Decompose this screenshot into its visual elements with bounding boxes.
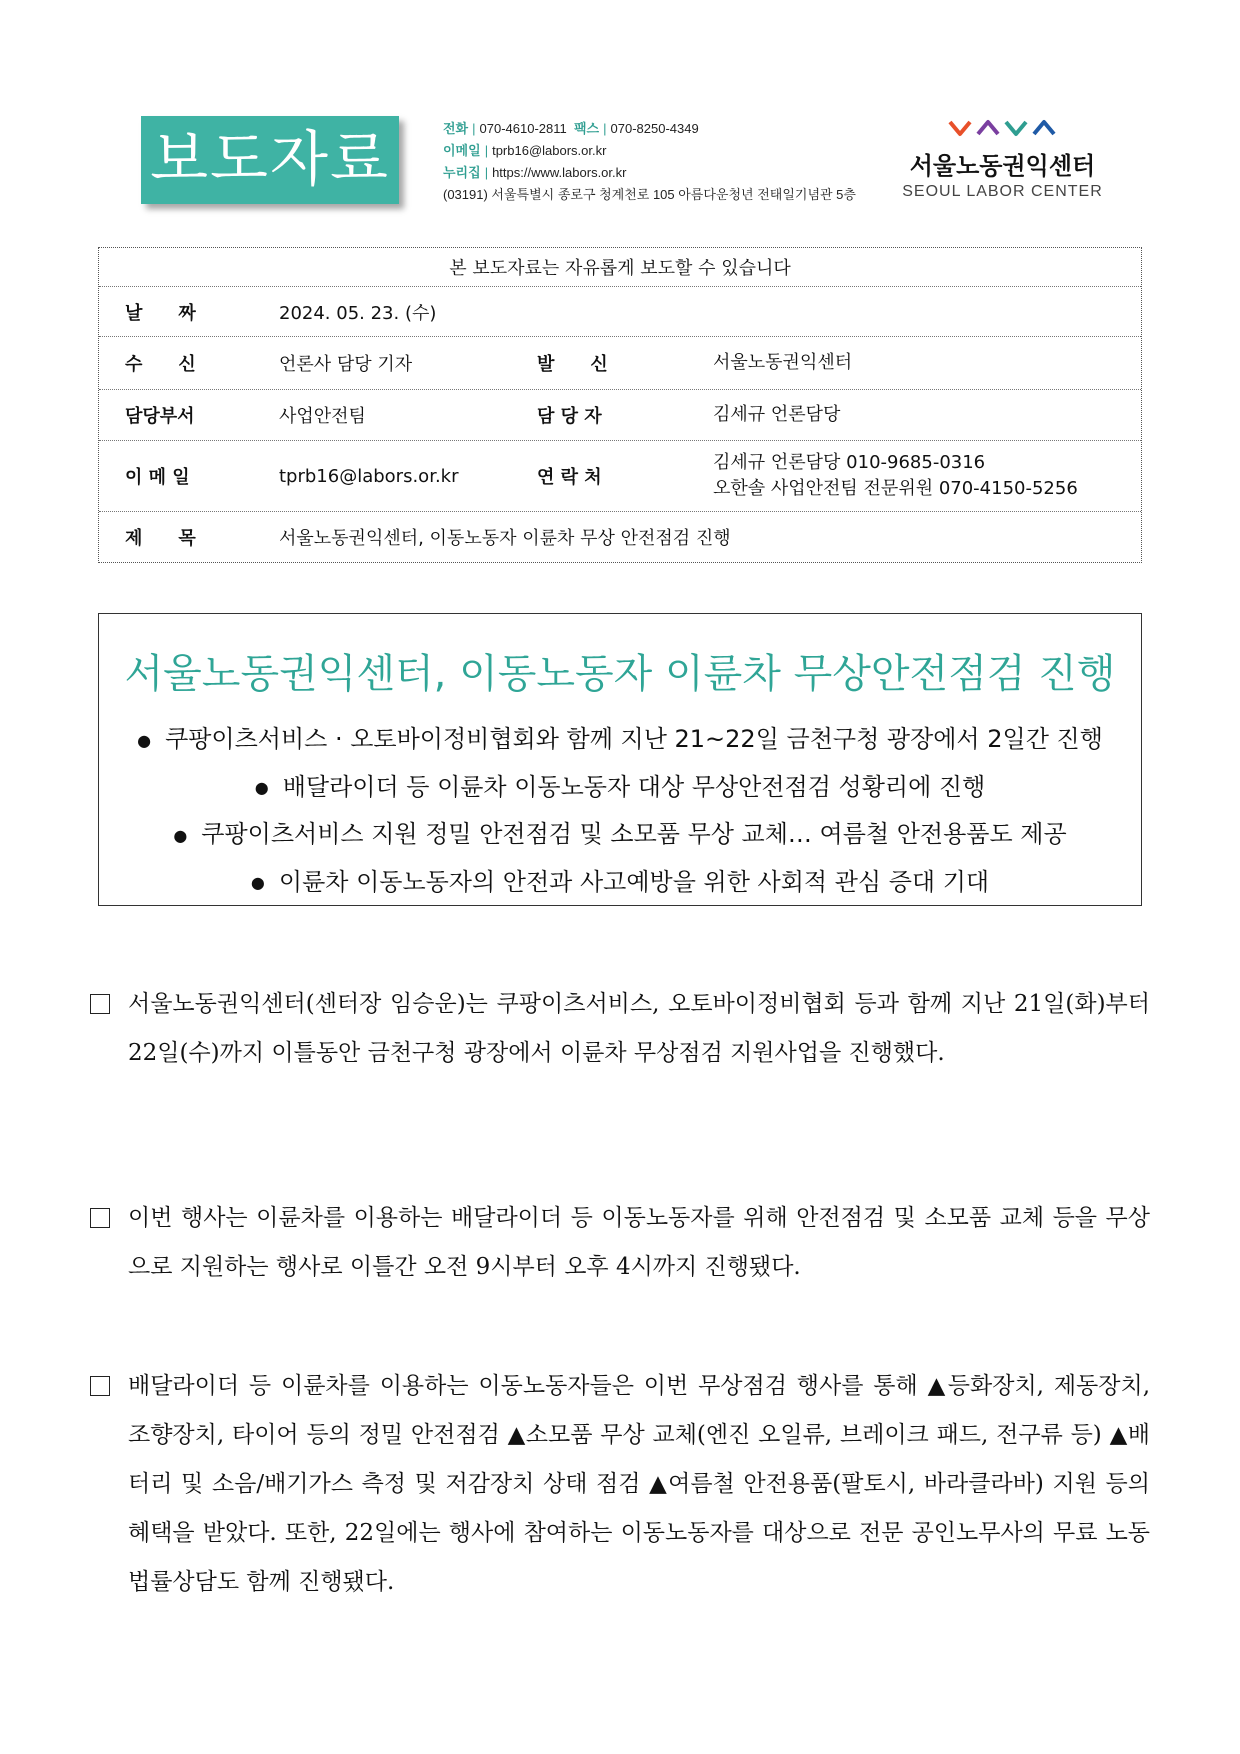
web-line: 누리집 | https://www.labors.or.kr	[443, 165, 627, 180]
date-label: 날 짜	[125, 302, 196, 324]
body-paragraph-3: 배달라이더 등 이륜차를 이용하는 이동노동자들은 이번 무상점검 행사를 통해 ▲등화장치, 제동장치, 조향장치, 타이어 등의 정밀 안전점검 ▲소모품 무상 교체(엔진 오일류, 브레이크 패드, 전구류 등) ▲배터리 및 소음/배기가스 측정 및 저감장치 상태 점검 ▲여름철 안전용품(팔토시, 바라클라바) 지원 등의 혜택을 받았다. 또한, 22일에는 행사에 참여하는 이동노동자를 대상으로 전문 공인노무사의 무료 노동법률상담도 함께 진행됐다.	[90, 1362, 1150, 1607]
release-info-table	[98, 247, 1142, 563]
checkbox-square-icon	[90, 1208, 110, 1228]
press-release-badge	[141, 116, 399, 204]
info-row-contact	[99, 441, 1141, 512]
contact-line-2: 오한솔 사업안전팀 전문위원 070-4150-5256	[713, 478, 1078, 499]
bullet-item: ● 이륜차 이동노동자의 안전과 사고예방을 위한 사회적 관심 증대 기대	[250, 867, 990, 896]
body-paragraph-2: 이번 행사는 이륜차를 이용하는 배달라이더 등 이동노동자를 위해 안전점검 및 소모품 교체 등을 무상으로 지원하는 행사로 이틀간 오전 9시부터 오후 4시까지 진행됐다.	[90, 1194, 1150, 1292]
contact-label: 연 락 처	[537, 467, 602, 488]
phone-label: 전화	[443, 121, 469, 136]
info-row-recipient	[99, 337, 1141, 390]
checkbox-square-icon	[90, 1376, 110, 1396]
department-label: 담당부서	[125, 406, 195, 427]
date-value: 2024. 05. 23. (수)	[279, 302, 437, 324]
bullet-dot-icon: ●	[254, 778, 269, 797]
recipient-label: 수 신	[125, 354, 196, 375]
bullet-item: ● 쿠팡이츠서비스 지원 정밀 안전점검 및 소모품 무상 교체… 여름철 안전용품도 제공	[173, 820, 1067, 848]
subject-label: 제 목	[125, 528, 196, 549]
fax-value: 070-8250-4349	[610, 121, 699, 136]
logo-mark-icon	[948, 118, 1058, 140]
phone-line: 전화 | 070-4610-2811 팩스 | 070-8250-4349	[443, 121, 699, 136]
address-line: (03191) 서울특별시 종로구 청계천로 105 아름다운청년 전태일기념관 5층	[443, 187, 856, 202]
contact-line-1: 김세규 언론담당 010-9685-0316	[713, 452, 986, 473]
sender-value: 서울노동권익센터	[713, 352, 853, 373]
headline-box	[98, 613, 1142, 906]
bullet-dot-icon: ●	[137, 730, 152, 750]
email-value[interactable]: tprb16@labors.or.kr	[279, 465, 459, 487]
bullet-dot-icon: ●	[173, 825, 188, 845]
web-link[interactable]: https://www.labors.or.kr	[492, 165, 627, 180]
headline-bullets	[99, 716, 1141, 906]
phone-value: 070-4610-2811	[479, 121, 567, 136]
checkbox-square-icon	[90, 994, 110, 1014]
contact-info	[443, 118, 856, 206]
logo-korean-name: 서울노동권익센터	[909, 152, 1096, 180]
subject-value: 서울노동권익센터, 이동노동자 이륜차 무상 안전점검 진행	[279, 528, 731, 549]
contact-values	[713, 450, 1141, 502]
email-link[interactable]: tprb16@labors.or.kr	[492, 143, 607, 158]
info-row-subject	[99, 512, 1141, 562]
seoul-labor-center-logo	[900, 118, 1105, 208]
badge-text: 보도자료	[150, 125, 390, 195]
recipient-value: 언론사 담당 기자	[279, 354, 413, 375]
logo-english-name: SEOUL LABOR CENTER	[902, 183, 1103, 200]
bullet-item: ● 쿠팡이츠서비스 · 오토바이정비협회와 함께 지난 21~22일 금천구청 광장에서 2일간 진행	[137, 725, 1103, 753]
bullet-dot-icon: ●	[250, 873, 265, 892]
info-table-title: 본 보도자료는 자유롭게 보도할 수 있습니다	[99, 248, 1141, 287]
department-value: 사업안전팀	[279, 406, 366, 427]
info-row-department	[99, 390, 1141, 441]
sender-label: 발 신	[537, 354, 608, 375]
email-label: 이메일	[443, 143, 481, 158]
info-row-date	[99, 287, 1141, 337]
body-paragraph-1: 서울노동권익센터(센터장 임승운)는 쿠팡이츠서비스, 오토바이정비협회 등과 함께 지난 21일(화)부터 22일(수)까지 이틀동안 금천구청 광장에서 이륜차 무상점검 지원사업을 진행했다.	[90, 980, 1150, 1078]
bullet-item: ● 배달라이더 등 이륜차 이동노동자 대상 무상안전점검 성황리에 진행	[254, 772, 986, 801]
press-header	[0, 0, 1240, 230]
person-value: 김세규 언론담당	[713, 404, 841, 425]
web-label: 누리집	[443, 165, 481, 180]
fax-label: 팩스	[573, 121, 600, 136]
email-label: 이 메 일	[125, 467, 190, 488]
person-label: 담 당 자	[537, 406, 602, 427]
headline-title: 서울노동권익센터, 이동노동자 이륜차 무상안전점검 진행	[124, 651, 1116, 697]
email-line: 이메일 | tprb16@labors.or.kr	[443, 143, 607, 158]
